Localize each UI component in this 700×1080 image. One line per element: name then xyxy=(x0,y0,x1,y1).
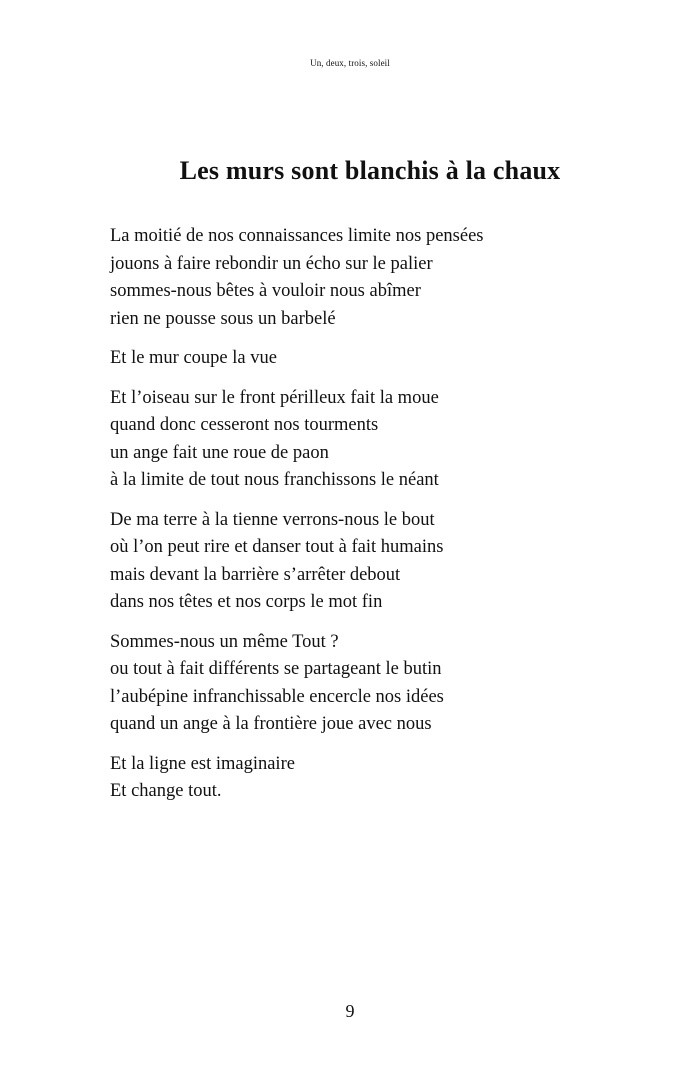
verse-line: à la limite de tout nous franchissons le néant xyxy=(110,470,439,490)
verse-line: Et change tout. xyxy=(110,781,222,801)
verse-line: jouons à faire rebondir un écho sur le palier xyxy=(110,253,433,274)
verse-line: Et le mur coupe la vue xyxy=(110,348,277,368)
verse-line: mais devant la barrière s’arrêter debout xyxy=(110,564,401,585)
verse-line: l’aubépine infranchissable encercle nos idées xyxy=(110,686,444,707)
stanza-1 xyxy=(110,223,570,333)
poem-body xyxy=(110,223,570,818)
verse-line: dans nos têtes et nos corps le mot fin xyxy=(110,592,383,612)
verse-line: quand un ange à la frontière joue avec nous xyxy=(110,714,432,734)
verse-line: quand donc cesseront nos tourments xyxy=(110,415,379,435)
stanza-4 xyxy=(110,507,570,617)
verse-line: ou tout à fait différents se partageant le butin xyxy=(110,659,442,679)
verse-line: Et la ligne est imaginaire xyxy=(110,753,295,774)
stanza-2 xyxy=(110,345,570,373)
verse-line: où l’on peut rire et danser tout à fait humains xyxy=(110,537,444,557)
verse-line: La moitié de nos connaissances limite nos pensées xyxy=(110,226,484,246)
verse-line: De ma terre à la tienne verrons-nous le bout xyxy=(110,509,435,530)
verse-line: Sommes-nous un même Tout ? xyxy=(110,631,339,652)
stanza-3 xyxy=(110,385,570,495)
poem-title: Les murs sont blanchis à la chaux xyxy=(179,156,561,185)
stanza-5 xyxy=(110,629,570,739)
verse-line: Et l’oiseau sur le front périlleux fait la moue xyxy=(110,387,439,408)
verse-line: sommes-nous bêtes à vouloir nous abîmer xyxy=(110,281,421,301)
stanza-6 xyxy=(110,751,570,806)
page-number: 9 xyxy=(345,1001,355,1021)
running-header: Un, deux, trois, soleil xyxy=(310,58,390,68)
verse-line: rien ne pousse sous un barbelé xyxy=(110,308,336,329)
verse-line: un ange fait une roue de paon xyxy=(110,442,329,463)
